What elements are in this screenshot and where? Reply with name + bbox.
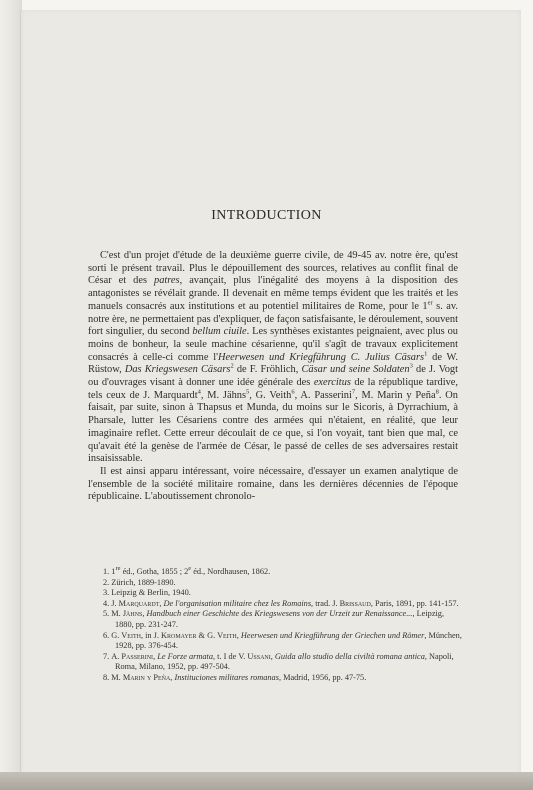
- text-run: 5.: [103, 609, 112, 619]
- previous-page-edge: [0, 0, 22, 790]
- text-run: ,: [159, 598, 164, 608]
- text-run: V. Ussani: [238, 651, 271, 661]
- italic-text: De l'organisation militaire chez les Romains: [163, 598, 312, 608]
- text-run: de la république tardive, tels ceux de J. Marquardt: [88, 377, 458, 401]
- text-run: de F. Fröhlich,: [233, 364, 302, 376]
- text-run: J. Marquardt: [111, 598, 160, 608]
- text-run: . Les synthèses existantes peignaient, avec plus ou moins de bonheur, la seule machine césarienne, qu'il s'agît de travaux explicitement consacrés à celle-ci comme l': [88, 326, 458, 363]
- text-run: G. Veith: [207, 630, 237, 640]
- footnote: [103, 578, 463, 589]
- italic-text: Das Kriegswesen Cäsars: [124, 364, 231, 376]
- text-run: , München, 1928, pp. 376-454.: [115, 630, 462, 651]
- table-surface: [0, 772, 533, 790]
- footnote: [103, 631, 463, 652]
- superscript: 4: [197, 388, 201, 396]
- text-run: 2. Zürich, 1889-1890.: [103, 577, 176, 587]
- footnote: [103, 599, 463, 610]
- footnote: [103, 652, 463, 673]
- footnote: [103, 567, 463, 578]
- superscript: 1: [424, 350, 428, 358]
- text-run: G. Veith: [111, 630, 141, 640]
- text-run: , A. Passerini: [294, 389, 352, 401]
- text-run: J. Brissaud: [332, 598, 371, 608]
- italic-text: patres: [154, 275, 180, 287]
- body-text: [88, 250, 458, 504]
- italic-text: exercitus: [313, 377, 351, 389]
- superscript: re: [115, 565, 121, 573]
- superscript: 8: [435, 388, 439, 396]
- footnote: [103, 609, 463, 630]
- text-run: éd., Nordhausen, 1862.: [191, 567, 271, 576]
- text-run: J. Kromayer: [153, 630, 197, 640]
- text-run: , trad.: [311, 598, 333, 608]
- text-run: , G. Veith: [249, 389, 292, 401]
- superscript: 2: [230, 362, 234, 370]
- italic-text: Guida allo studio della civiltà romana antica: [274, 651, 425, 661]
- superscript: e: [188, 565, 192, 573]
- italic-text: Cäsar und seine Soldaten: [301, 364, 410, 376]
- text-run: . On faisait, par suite, sinon à Thapsus et Munda, du moins sur le Sicoris, à Dyrrachium, à Pharsale, lutter les Césariens contre des armées qui n'étaient, en réalité, que leur imaginaire reflet. Cette erreur découlait de ce que, si l'on voyait, tant bien que mal, ce qu'avait été la genèse de l'armée de César, le passé de celles de ses adversaires restait insaisissable.: [88, 389, 458, 465]
- text-run: 8.: [103, 672, 112, 682]
- paragraph: [88, 250, 458, 466]
- text-run: , Napoli, Roma, Milano, 1952, pp. 497-504.: [115, 651, 454, 672]
- italic-text: Le Forze armata: [157, 651, 213, 661]
- text-run: 3. Leipzig & Berlin, 1940.: [103, 588, 191, 598]
- italic-text: Handbuch einer Geschichte des Kriegswesens von der Urzeit zur Renaissance...: [146, 609, 413, 619]
- text-run: C'est d'un projet d'étude de la deuxième guerre civile, de 49-45 av. notre ère, qu'est sorti le présent travail. Plus le dépouillement des sources, relatives au conflit final de César et des: [88, 250, 458, 287]
- text-run: 7.: [103, 651, 112, 661]
- page-title: INTRODUCTION: [211, 208, 322, 223]
- text-run: ,: [153, 651, 158, 661]
- italic-text: Instituciones militares romanas: [174, 672, 279, 682]
- text-run: Il est ainsi apparu intéressant, voire nécessaire, d'essayer un examen analytique de l'ensemble de la société militaire romaine, dans les dernières décennies de l'époque républicaine. L'aboutissement chronolo-: [88, 465, 458, 503]
- text-run: 1. 1: [103, 567, 116, 576]
- text-run: s. av. notre ère, ne permettaient pas d'expliquer, de façon satisfaisante, le déroulement, souvent fort singulier, du second: [88, 300, 458, 338]
- text-run: 1: [422, 300, 428, 312]
- superscript: er: [427, 299, 433, 307]
- text-run: 6.: [103, 630, 112, 640]
- text-run: ,: [270, 651, 275, 661]
- superscript: 7: [351, 388, 356, 396]
- text-run: , t. I de: [213, 651, 239, 661]
- superscript: 6: [291, 388, 295, 396]
- text-run: , M. Marin y Peña: [355, 389, 436, 401]
- text-run: M. Marin y Peña: [111, 672, 171, 682]
- text-run: ,: [170, 672, 175, 682]
- text-run: ,: [142, 609, 147, 619]
- italic-text: bellum ciuile: [192, 326, 247, 338]
- text-run: de W. Rüstow,: [88, 351, 458, 376]
- footnotes: [103, 567, 463, 684]
- text-run: , Leipzig, 1880, pp. 231-247.: [115, 609, 445, 629]
- text-run: 4.: [103, 598, 112, 608]
- italic-text: Heerwesen und Kriegführung C. Julius Cäsars: [218, 351, 425, 363]
- footnote: [103, 588, 463, 599]
- text-run: éd., Gotha, 1855 ; 2: [120, 567, 189, 576]
- text-run: de J. Vogt ou d'ouvrages visant à donner une idée générale des: [88, 364, 459, 389]
- text-run: , Madrid, 1956, pp. 47-75.: [278, 672, 367, 682]
- text-run: , in: [140, 630, 154, 640]
- text-run: , Paris, 1891, pp. 141-157.: [370, 598, 459, 608]
- text-run: , M. Jähns: [200, 389, 247, 401]
- text-run: A. Passerini: [111, 651, 154, 661]
- superscript: 3: [409, 362, 413, 370]
- text-run: M. Jähns: [111, 609, 143, 619]
- footnote: [103, 673, 463, 684]
- paragraph: [88, 466, 458, 504]
- text-run: &: [196, 630, 208, 640]
- superscript: 5: [246, 388, 250, 396]
- text-run: ,: [236, 630, 241, 640]
- italic-text: Heerwesen und Kriegführung der Griechen und Römer: [240, 630, 425, 640]
- text-run: , avançait, plus l'inégalité des moyens à la disposition des antagonistes se révélait grande. Il devenait en même temps évident que les traités et les manuels consacrés aux institutions et au potentiel militaires de Rome, pour le: [88, 275, 458, 312]
